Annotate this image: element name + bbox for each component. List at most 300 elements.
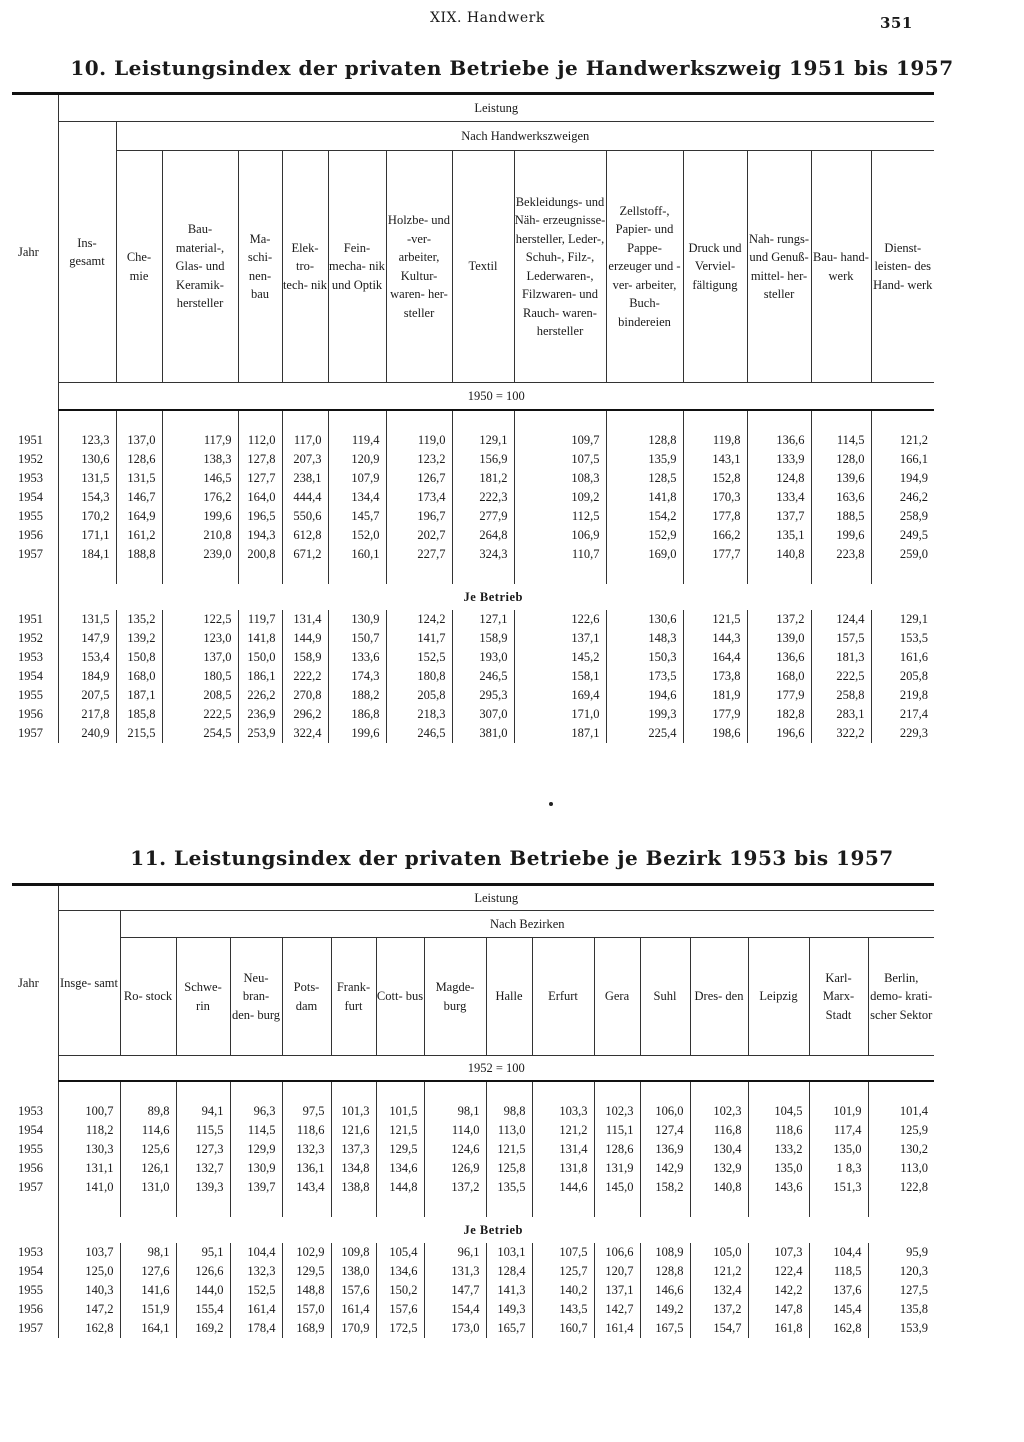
column-header: Gera bbox=[594, 938, 640, 1056]
value-cell: 116,8 bbox=[690, 1121, 748, 1140]
value-cell: 246,2 bbox=[871, 488, 934, 507]
table-row bbox=[12, 724, 934, 743]
value-cell: 144,0 bbox=[176, 1281, 230, 1300]
value-cell: 205,8 bbox=[871, 667, 934, 686]
table-row bbox=[12, 450, 934, 469]
value-cell: 113,0 bbox=[486, 1121, 532, 1140]
value-cell: 200,8 bbox=[238, 545, 282, 564]
value-cell: 150,2 bbox=[376, 1281, 424, 1300]
value-cell: 187,1 bbox=[514, 724, 606, 743]
value-cell: 177,9 bbox=[683, 705, 747, 724]
column-header: Zellstoff-, Papier- und Pappe- erzeuger und -ver- arbeiter, Buch- bindereien bbox=[606, 151, 683, 383]
value-cell: 239,0 bbox=[162, 545, 238, 564]
base-period: 1950 = 100 bbox=[58, 383, 934, 411]
value-cell: 174,3 bbox=[328, 667, 386, 686]
column-header: Berlin, demo- krati- scher Sektor bbox=[868, 938, 934, 1056]
value-cell: 102,3 bbox=[690, 1102, 748, 1121]
value-cell: 225,4 bbox=[606, 724, 683, 743]
value-cell: 223,8 bbox=[811, 545, 871, 564]
value-cell: 153,5 bbox=[871, 629, 934, 648]
value-cell: 322,4 bbox=[282, 724, 328, 743]
value-cell: 148,8 bbox=[282, 1281, 331, 1300]
ink-dot bbox=[549, 802, 553, 806]
value-cell: 136,6 bbox=[747, 648, 811, 667]
column-header: Frank- furt bbox=[331, 938, 376, 1056]
column-header: Fein- mecha- nik und Optik bbox=[328, 151, 386, 383]
value-cell: 122,4 bbox=[748, 1262, 809, 1281]
value-cell: 122,6 bbox=[514, 610, 606, 629]
value-cell: 161,8 bbox=[748, 1319, 809, 1338]
value-cell: 199,6 bbox=[162, 507, 238, 526]
value-cell: 157,0 bbox=[282, 1300, 331, 1319]
value-cell: 137,1 bbox=[594, 1281, 640, 1300]
value-cell: 185,8 bbox=[116, 705, 162, 724]
value-cell: 95,1 bbox=[176, 1243, 230, 1262]
value-cell: 143,5 bbox=[532, 1300, 594, 1319]
year-cell: 1955 bbox=[18, 509, 43, 523]
value-cell: 140,2 bbox=[532, 1281, 594, 1300]
value-cell: 133,9 bbox=[747, 450, 811, 469]
table-row bbox=[12, 667, 934, 686]
value-cell: 170,2 bbox=[58, 507, 116, 526]
value-cell: 180,5 bbox=[162, 667, 238, 686]
table-row bbox=[12, 1159, 934, 1178]
value-cell: 115,1 bbox=[594, 1121, 640, 1140]
value-cell: 307,0 bbox=[452, 705, 514, 724]
value-cell: 164,0 bbox=[238, 488, 282, 507]
value-cell: 168,0 bbox=[116, 667, 162, 686]
value-cell: 163,6 bbox=[811, 488, 871, 507]
value-cell: 181,2 bbox=[452, 469, 514, 488]
value-cell: 136,1 bbox=[282, 1159, 331, 1178]
value-cell: 246,5 bbox=[452, 667, 514, 686]
column-header: Ro- stock bbox=[120, 938, 176, 1056]
value-cell: 147,2 bbox=[58, 1300, 120, 1319]
value-cell: 139,6 bbox=[811, 469, 871, 488]
value-cell: 253,9 bbox=[238, 724, 282, 743]
value-cell: 144,8 bbox=[376, 1178, 424, 1197]
value-cell: 112,5 bbox=[514, 507, 606, 526]
column-header: Neu- bran- den- burg bbox=[230, 938, 282, 1056]
value-cell: 131,3 bbox=[424, 1262, 486, 1281]
value-cell: 222,5 bbox=[162, 705, 238, 724]
value-cell: 249,5 bbox=[871, 526, 934, 545]
value-cell: 151,3 bbox=[809, 1178, 868, 1197]
value-cell: 236,9 bbox=[238, 705, 282, 724]
value-cell: 150,7 bbox=[328, 629, 386, 648]
value-cell: 128,6 bbox=[116, 450, 162, 469]
value-cell: 162,8 bbox=[809, 1319, 868, 1338]
value-cell: 127,7 bbox=[238, 469, 282, 488]
value-cell: 95,9 bbox=[868, 1243, 934, 1262]
table10-title: 10. Leistungsindex der privaten Betriebe je Handwerkszweig 1951 bis 1957 bbox=[70, 56, 954, 80]
value-cell: 153,4 bbox=[58, 648, 116, 667]
table-row bbox=[12, 705, 934, 724]
value-cell: 137,2 bbox=[747, 610, 811, 629]
value-cell: 165,7 bbox=[486, 1319, 532, 1338]
year-cell: 1957 bbox=[18, 547, 43, 561]
value-cell: 217,8 bbox=[58, 705, 116, 724]
value-cell: 119,8 bbox=[683, 431, 747, 450]
value-cell: 124,6 bbox=[424, 1140, 486, 1159]
value-cell: 113,0 bbox=[868, 1159, 934, 1178]
value-cell: 101,3 bbox=[331, 1102, 376, 1121]
value-cell: 115,5 bbox=[176, 1121, 230, 1140]
value-cell: 103,3 bbox=[532, 1102, 594, 1121]
value-cell: 184,9 bbox=[58, 667, 116, 686]
value-cell: 270,8 bbox=[282, 686, 328, 705]
value-cell: 137,2 bbox=[424, 1178, 486, 1197]
value-cell: 127,4 bbox=[640, 1121, 690, 1140]
year-cell: 1953 bbox=[18, 471, 43, 485]
value-cell: 127,1 bbox=[452, 610, 514, 629]
value-cell: 130,9 bbox=[230, 1159, 282, 1178]
value-cell: 158,9 bbox=[282, 648, 328, 667]
table-row bbox=[12, 1121, 934, 1140]
value-cell: 173,8 bbox=[683, 667, 747, 686]
value-cell: 152,8 bbox=[683, 469, 747, 488]
column-header: Nah- rungs- und Genuß- mittel- her- steller bbox=[747, 151, 811, 383]
year-cell: 1956 bbox=[18, 707, 43, 721]
table-row bbox=[12, 1300, 934, 1319]
value-cell: 196,6 bbox=[747, 724, 811, 743]
value-cell: 169,0 bbox=[606, 545, 683, 564]
value-cell: 140,3 bbox=[58, 1281, 120, 1300]
column-header: Insge- samt bbox=[58, 911, 120, 1056]
column-header: Dres- den bbox=[690, 938, 748, 1056]
value-cell: 295,3 bbox=[452, 686, 514, 705]
value-cell: 106,6 bbox=[594, 1243, 640, 1262]
value-cell: 130,4 bbox=[690, 1140, 748, 1159]
value-cell: 157,6 bbox=[331, 1281, 376, 1300]
value-cell: 149,2 bbox=[640, 1300, 690, 1319]
value-cell: 105,4 bbox=[376, 1243, 424, 1262]
value-cell: 137,0 bbox=[162, 648, 238, 667]
value-cell: 145,7 bbox=[328, 507, 386, 526]
base-period: 1952 = 100 bbox=[58, 1056, 934, 1082]
year-cell: 1956 bbox=[18, 528, 43, 542]
value-cell: 139,7 bbox=[230, 1178, 282, 1197]
column-header: Pots- dam bbox=[282, 938, 331, 1056]
column-header: Leipzig bbox=[748, 938, 809, 1056]
value-cell: 246,5 bbox=[386, 724, 452, 743]
table11-title: 11. Leistungsindex der privaten Betriebe je Bezirk 1953 bis 1957 bbox=[130, 846, 894, 870]
value-cell: 194,3 bbox=[238, 526, 282, 545]
value-cell: 132,7 bbox=[176, 1159, 230, 1178]
value-cell: 110,7 bbox=[514, 545, 606, 564]
year-cell: 1955 bbox=[18, 1142, 43, 1156]
value-cell: 186,1 bbox=[238, 667, 282, 686]
column-header: Halle bbox=[486, 938, 532, 1056]
value-cell: 103,1 bbox=[486, 1243, 532, 1262]
value-cell: 168,9 bbox=[282, 1319, 331, 1338]
year-cell: 1953 bbox=[18, 1245, 43, 1259]
value-cell: 171,1 bbox=[58, 526, 116, 545]
value-cell: 152,5 bbox=[386, 648, 452, 667]
value-cell: 131,5 bbox=[58, 469, 116, 488]
value-cell: 123,2 bbox=[386, 450, 452, 469]
value-cell: 121,5 bbox=[683, 610, 747, 629]
value-cell: 126,6 bbox=[176, 1262, 230, 1281]
value-cell: 208,5 bbox=[162, 686, 238, 705]
value-cell: 550,6 bbox=[282, 507, 328, 526]
value-cell: 182,8 bbox=[747, 705, 811, 724]
value-cell: 126,1 bbox=[120, 1159, 176, 1178]
value-cell: 194,9 bbox=[871, 469, 934, 488]
value-cell: 136,6 bbox=[747, 431, 811, 450]
value-cell: 166,1 bbox=[871, 450, 934, 469]
value-cell: 137,7 bbox=[747, 507, 811, 526]
table-row bbox=[12, 526, 934, 545]
value-cell: 168,0 bbox=[747, 667, 811, 686]
value-cell: 121,2 bbox=[871, 431, 934, 450]
value-cell: 112,0 bbox=[238, 431, 282, 450]
value-cell: 107,9 bbox=[328, 469, 386, 488]
value-cell: 118,5 bbox=[809, 1262, 868, 1281]
value-cell: 126,9 bbox=[424, 1159, 486, 1178]
value-cell: 127,5 bbox=[868, 1281, 934, 1300]
value-cell: 124,4 bbox=[811, 610, 871, 629]
value-cell: 123,0 bbox=[162, 629, 238, 648]
value-cell: 207,3 bbox=[282, 450, 328, 469]
value-cell: 135,8 bbox=[868, 1300, 934, 1319]
value-cell: 188,8 bbox=[116, 545, 162, 564]
value-cell: 124,2 bbox=[386, 610, 452, 629]
value-cell: 164,1 bbox=[120, 1319, 176, 1338]
value-cell: 135,0 bbox=[748, 1159, 809, 1178]
column-header: Dienst- leisten- des Hand- werk bbox=[871, 151, 934, 383]
value-cell: 158,1 bbox=[514, 667, 606, 686]
value-cell: 160,1 bbox=[328, 545, 386, 564]
value-cell: 119,0 bbox=[386, 431, 452, 450]
value-cell: 146,5 bbox=[162, 469, 238, 488]
value-cell: 125,9 bbox=[868, 1121, 934, 1140]
value-cell: 118,6 bbox=[748, 1121, 809, 1140]
value-cell: 104,5 bbox=[748, 1102, 809, 1121]
value-cell: 202,7 bbox=[386, 526, 452, 545]
value-cell: 144,3 bbox=[683, 629, 747, 648]
column-header: Ins- gesamt bbox=[58, 122, 116, 383]
year-cell: 1951 bbox=[18, 612, 43, 626]
value-cell: 171,0 bbox=[514, 705, 606, 724]
year-cell: 1954 bbox=[18, 1264, 43, 1278]
value-cell: 156,9 bbox=[452, 450, 514, 469]
value-cell: 137,3 bbox=[331, 1140, 376, 1159]
value-cell: 136,9 bbox=[640, 1140, 690, 1159]
column-header: Erfurt bbox=[532, 938, 594, 1056]
spacer-row bbox=[12, 564, 934, 584]
value-cell: 152,9 bbox=[606, 526, 683, 545]
value-cell: 154,3 bbox=[58, 488, 116, 507]
value-cell: 222,2 bbox=[282, 667, 328, 686]
value-cell: 161,2 bbox=[116, 526, 162, 545]
value-cell: 139,2 bbox=[116, 629, 162, 648]
value-cell: 121,6 bbox=[331, 1121, 376, 1140]
year-cell: 1954 bbox=[18, 490, 43, 504]
value-cell: 102,3 bbox=[594, 1102, 640, 1121]
value-cell: 154,4 bbox=[424, 1300, 486, 1319]
value-cell: 222,3 bbox=[452, 488, 514, 507]
value-cell: 188,2 bbox=[328, 686, 386, 705]
value-cell: 381,0 bbox=[452, 724, 514, 743]
value-cell: 106,0 bbox=[640, 1102, 690, 1121]
value-cell: 107,5 bbox=[532, 1243, 594, 1262]
value-cell: 135,1 bbox=[747, 526, 811, 545]
value-cell: 103,7 bbox=[58, 1243, 120, 1262]
value-cell: 107,5 bbox=[514, 450, 606, 469]
table-row bbox=[12, 545, 934, 564]
value-cell: 130,9 bbox=[328, 610, 386, 629]
column-header: Bau- hand- werk bbox=[811, 151, 871, 383]
value-cell: 124,8 bbox=[747, 469, 811, 488]
value-cell: 122,8 bbox=[868, 1178, 934, 1197]
value-cell: 173,4 bbox=[386, 488, 452, 507]
value-cell: 219,8 bbox=[871, 686, 934, 705]
table-row bbox=[12, 1281, 934, 1300]
value-cell: 102,9 bbox=[282, 1243, 331, 1262]
value-cell: 188,5 bbox=[811, 507, 871, 526]
value-cell: 444,4 bbox=[282, 488, 328, 507]
value-cell: 142,9 bbox=[640, 1159, 690, 1178]
value-cell: 218,3 bbox=[386, 705, 452, 724]
value-cell: 129,1 bbox=[452, 431, 514, 450]
table-row bbox=[12, 1140, 934, 1159]
value-cell: 131,9 bbox=[594, 1159, 640, 1178]
value-cell: 157,6 bbox=[376, 1300, 424, 1319]
value-cell: 129,1 bbox=[871, 610, 934, 629]
table11 bbox=[12, 883, 934, 1338]
table-row bbox=[12, 507, 934, 526]
value-cell: 152,5 bbox=[230, 1281, 282, 1300]
value-cell: 89,8 bbox=[120, 1102, 176, 1121]
spacer-row bbox=[12, 1081, 934, 1102]
value-cell: 133,4 bbox=[747, 488, 811, 507]
value-cell: 137,1 bbox=[514, 629, 606, 648]
value-cell: 258,8 bbox=[811, 686, 871, 705]
value-cell: 164,4 bbox=[683, 648, 747, 667]
value-cell: 131,0 bbox=[120, 1178, 176, 1197]
value-cell: 150,3 bbox=[606, 648, 683, 667]
value-cell: 141,3 bbox=[486, 1281, 532, 1300]
column-header: Druck und Verviel- fältigung bbox=[683, 151, 747, 383]
column-header: Karl- Marx- Stadt bbox=[809, 938, 868, 1056]
value-cell: 160,7 bbox=[532, 1319, 594, 1338]
value-cell: 264,8 bbox=[452, 526, 514, 545]
value-cell: 161,6 bbox=[871, 648, 934, 667]
value-cell: 125,7 bbox=[532, 1262, 594, 1281]
group-header: Nach Handwerkszweigen bbox=[116, 122, 934, 151]
value-cell: 106,9 bbox=[514, 526, 606, 545]
value-cell: 186,8 bbox=[328, 705, 386, 724]
value-cell: 149,3 bbox=[486, 1300, 532, 1319]
value-cell: 104,4 bbox=[809, 1243, 868, 1262]
value-cell: 128,5 bbox=[606, 469, 683, 488]
value-cell: 158,9 bbox=[452, 629, 514, 648]
value-cell: 254,5 bbox=[162, 724, 238, 743]
value-cell: 153,9 bbox=[868, 1319, 934, 1338]
value-cell: 142,2 bbox=[748, 1281, 809, 1300]
value-cell: 173,0 bbox=[424, 1319, 486, 1338]
table-row bbox=[12, 1243, 934, 1262]
value-cell: 612,8 bbox=[282, 526, 328, 545]
year-cell: 1953 bbox=[18, 1104, 43, 1118]
value-cell: 170,3 bbox=[683, 488, 747, 507]
value-cell: 132,3 bbox=[282, 1140, 331, 1159]
value-cell: 134,6 bbox=[376, 1262, 424, 1281]
value-cell: 138,8 bbox=[331, 1178, 376, 1197]
subheading-row bbox=[12, 1217, 934, 1243]
leistung-header: Leistung bbox=[58, 885, 934, 911]
page-number: 351 bbox=[880, 14, 913, 32]
value-cell: 121,5 bbox=[486, 1140, 532, 1159]
table-row bbox=[12, 469, 934, 488]
value-cell: 109,7 bbox=[514, 431, 606, 450]
value-cell: 125,6 bbox=[120, 1140, 176, 1159]
value-cell: 177,9 bbox=[747, 686, 811, 705]
value-cell: 108,3 bbox=[514, 469, 606, 488]
value-cell: 141,8 bbox=[238, 629, 282, 648]
leistung-header: Leistung bbox=[58, 94, 934, 122]
value-cell: 118,6 bbox=[282, 1121, 331, 1140]
section-title: XIX. Handwerk bbox=[430, 10, 545, 26]
column-header: Magde- burg bbox=[424, 938, 486, 1056]
value-cell: 150,8 bbox=[116, 648, 162, 667]
value-cell: 199,6 bbox=[328, 724, 386, 743]
value-cell: 181,3 bbox=[811, 648, 871, 667]
value-cell: 129,5 bbox=[376, 1140, 424, 1159]
table-row bbox=[12, 648, 934, 667]
year-cell: 1952 bbox=[18, 631, 43, 645]
group-header: Nach Bezirken bbox=[120, 911, 934, 938]
value-cell: 130,6 bbox=[58, 450, 116, 469]
value-cell: 322,2 bbox=[811, 724, 871, 743]
value-cell: 122,5 bbox=[162, 610, 238, 629]
value-cell: 109,2 bbox=[514, 488, 606, 507]
value-cell: 166,2 bbox=[683, 526, 747, 545]
value-cell: 117,0 bbox=[282, 431, 328, 450]
column-header: Ma- schi- nen- bau bbox=[238, 151, 282, 383]
table-row bbox=[12, 1319, 934, 1338]
value-cell: 134,4 bbox=[328, 488, 386, 507]
value-cell: 173,5 bbox=[606, 667, 683, 686]
value-cell: 137,0 bbox=[116, 431, 162, 450]
value-cell: 130,3 bbox=[58, 1140, 120, 1159]
value-cell: 130,2 bbox=[868, 1140, 934, 1159]
value-cell: 177,8 bbox=[683, 507, 747, 526]
subheading: Je Betrieb bbox=[58, 1217, 934, 1243]
value-cell: 141,7 bbox=[386, 629, 452, 648]
value-cell: 114,6 bbox=[120, 1121, 176, 1140]
value-cell: 147,7 bbox=[424, 1281, 486, 1300]
value-cell: 187,1 bbox=[116, 686, 162, 705]
value-cell: 137,6 bbox=[809, 1281, 868, 1300]
value-cell: 146,6 bbox=[640, 1281, 690, 1300]
value-cell: 131,8 bbox=[532, 1159, 594, 1178]
value-cell: 134,8 bbox=[331, 1159, 376, 1178]
value-cell: 131,4 bbox=[282, 610, 328, 629]
value-cell: 146,7 bbox=[116, 488, 162, 507]
value-cell: 324,3 bbox=[452, 545, 514, 564]
value-cell: 229,3 bbox=[871, 724, 934, 743]
value-cell: 129,5 bbox=[282, 1262, 331, 1281]
value-cell: 143,1 bbox=[683, 450, 747, 469]
value-cell: 199,3 bbox=[606, 705, 683, 724]
value-cell: 161,4 bbox=[331, 1300, 376, 1319]
value-cell: 131,4 bbox=[532, 1140, 594, 1159]
value-cell: 142,7 bbox=[594, 1300, 640, 1319]
value-cell: 176,2 bbox=[162, 488, 238, 507]
value-cell: 119,4 bbox=[328, 431, 386, 450]
